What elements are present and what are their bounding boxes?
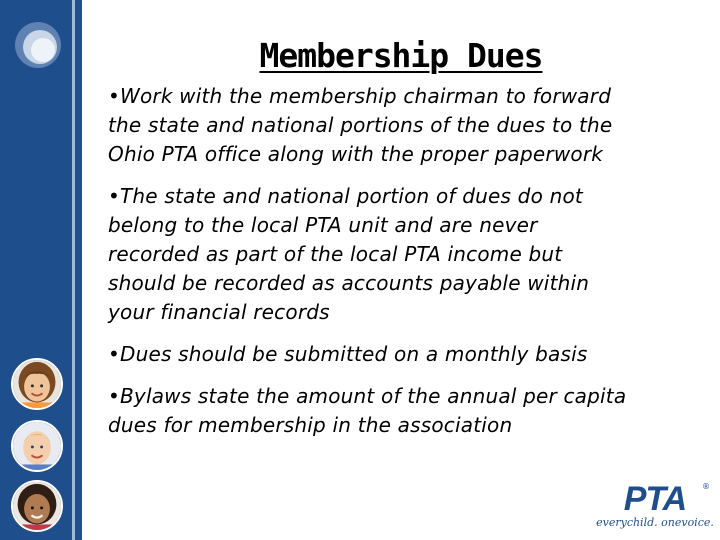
- sidebar-accent-line: [72, 0, 75, 540]
- pta-logo-tagline: everychild. onevoice.: [596, 516, 714, 529]
- bullet-text: Dues should be submitted on a monthly basis: [120, 342, 588, 366]
- bullet-marker: •: [108, 84, 120, 108]
- registered-mark: ®: [702, 482, 710, 491]
- circle-decoration-icon: [13, 20, 63, 70]
- pta-logo: [594, 482, 716, 532]
- bullet-item: [108, 82, 633, 169]
- sidebar: [0, 0, 82, 540]
- bullet-item: [108, 382, 633, 440]
- slide-title: [82, 36, 720, 75]
- child-photo-2: [11, 420, 63, 472]
- bullet-text: Bylaws state the amount of the annual per capita dues for membership in the association: [108, 384, 627, 437]
- child-photo-1: [11, 358, 63, 410]
- bullet-text: The state and national portion of dues do not belong to the local PTA unit and are never recorded as part of the local PTA income but should be recorded as accounts payable within your financial records: [108, 184, 590, 324]
- bullet-marker: •: [108, 184, 120, 208]
- child-photo-3: [11, 480, 63, 532]
- bullet-marker: •: [108, 384, 120, 408]
- bullet-item: [108, 340, 633, 369]
- bullet-item: [108, 182, 633, 327]
- bullet-list: [108, 82, 633, 453]
- slide-title-text: Membership Dues: [259, 36, 543, 75]
- pta-logo-mark: PTA: [623, 480, 687, 518]
- bullet-text: Work with the membership chairman to forward the state and national portions of the dues to the Ohio PTA office along with the proper paperwork: [108, 84, 613, 166]
- bullet-marker: •: [108, 342, 120, 366]
